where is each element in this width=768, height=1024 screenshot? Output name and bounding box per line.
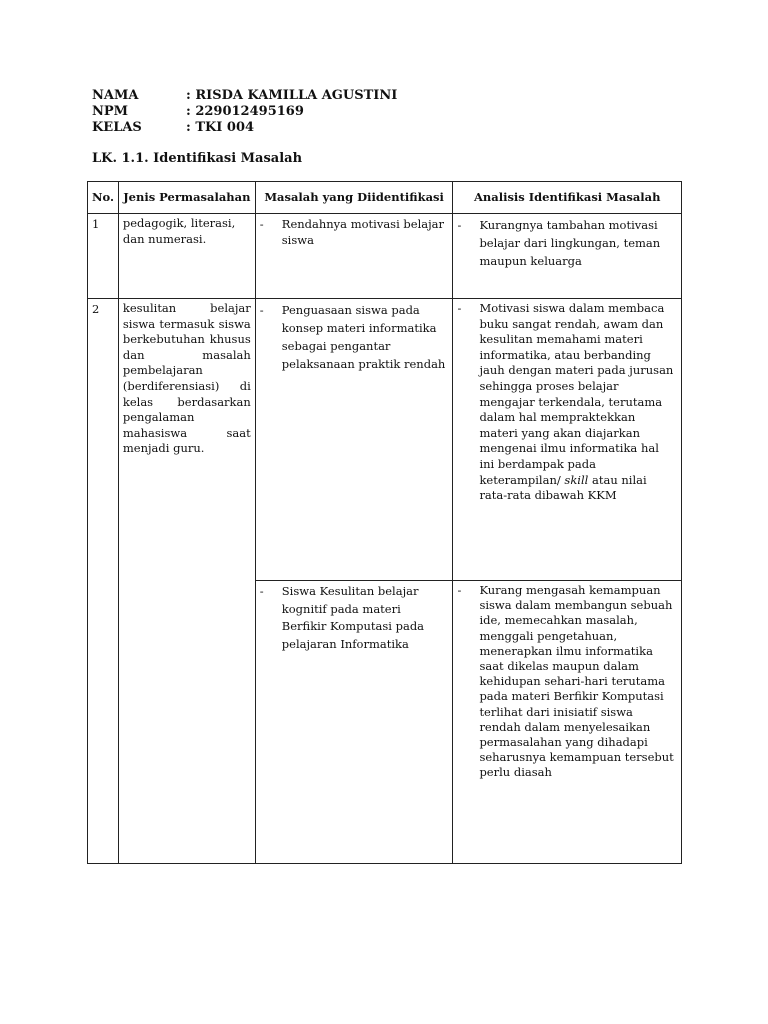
bullet-dash: - — [259, 303, 264, 317]
row-number: 2 — [88, 299, 119, 864]
student-info — [92, 88, 397, 136]
identified-problem: Siswa Kesulitan belajar kognitif pada materi Berfikir Komputasi pada pelajaran Informatika — [281, 584, 425, 651]
bullet-dash: - — [457, 301, 462, 315]
analysis-italic-term: skill — [564, 472, 589, 487]
row-number: 1 — [88, 214, 119, 299]
table-row — [88, 299, 682, 581]
info-value: : 229012495169 — [186, 104, 304, 119]
section-title: LK. 1.1. Identifikasi Masalah — [92, 151, 303, 166]
bullet-dash: - — [259, 217, 264, 231]
table-row — [88, 214, 682, 299]
header-masalah: Masalah yang Diidentifikasi — [255, 182, 453, 214]
analysis-text: Kurangnya tambahan motivasi belajar dari lingkungan, teman maupun keluarga — [479, 218, 661, 268]
header-analisis: Analisis Identifikasi Masalah — [453, 182, 682, 214]
identified-problem: Penguasaan siswa pada konsep materi informatika sebagai pengantar pelaksanaan praktik rendah — [281, 303, 446, 371]
identified-problem: Rendahnya motivasi belajar siswa — [281, 217, 445, 247]
analysis-cell — [453, 214, 682, 299]
problem-identification-table — [87, 181, 682, 864]
info-value: : RISDA KAMILLA AGUSTINI — [186, 88, 398, 103]
bullet-dash: - — [457, 583, 462, 597]
analysis-cell — [453, 299, 682, 581]
table-header-row — [88, 182, 682, 214]
problem-type: pedagogik, literasi, dan numerasi. — [118, 214, 255, 299]
header-no: No. — [88, 182, 119, 214]
info-label: NAMA — [92, 88, 139, 103]
analysis-text — [479, 301, 677, 504]
analysis-text-part: Motivasi siswa dalam membaca buku sangat rendah, awam dan kesulitan memahami materi informatika, atau berbanding jauh dengan materi pada jurusan sehingga proses belajar mengajar terkendala, terutama dalam hal mempraktekkan materi yang akan diajarkan mengenai ilmu informatika hal ini berdampak pada keterampilan/ — [479, 301, 674, 487]
analysis-cell — [453, 581, 682, 864]
info-row-name — [92, 88, 397, 104]
bullet-dash: - — [259, 584, 264, 598]
analysis-text-part: atau nilai rata-rata dibawah KKM — [479, 472, 647, 503]
problem-type: kesulitan belajar siswa termasuk siswa berkebutuhan khusus dan masalah pembelajaran (berdiferensiasi) di kelas berdasarkan pengalaman mahasiswa saat menjadi guru. — [118, 299, 255, 864]
header-jenis: Jenis Permasalahan — [118, 182, 255, 214]
info-row-kelas — [92, 120, 397, 136]
identified-problem-cell — [255, 581, 453, 864]
identified-problem-cell — [255, 214, 453, 299]
info-value: : TKI 004 — [186, 120, 255, 135]
info-row-npm — [92, 104, 397, 120]
info-label: NPM — [92, 104, 129, 119]
identified-problem-cell — [255, 299, 453, 581]
info-label: KELAS — [92, 120, 142, 135]
analysis-text: Kurang mengasah kemampuan siswa dalam membangun sebuah ide, memecahkan masalah, menggali pengetahuan, menerapkan ilmu informatika saat dikelas maupun dalam kehidupan sehari-hari terutama pada materi Berfikir Komputasi terlihat dari inisiatif siswa rendah dalam menyelesaikan permasalahan yang dihadapi seharusnya kemampuan tersebut perlu diasah — [479, 583, 674, 780]
bullet-dash: - — [457, 218, 462, 232]
